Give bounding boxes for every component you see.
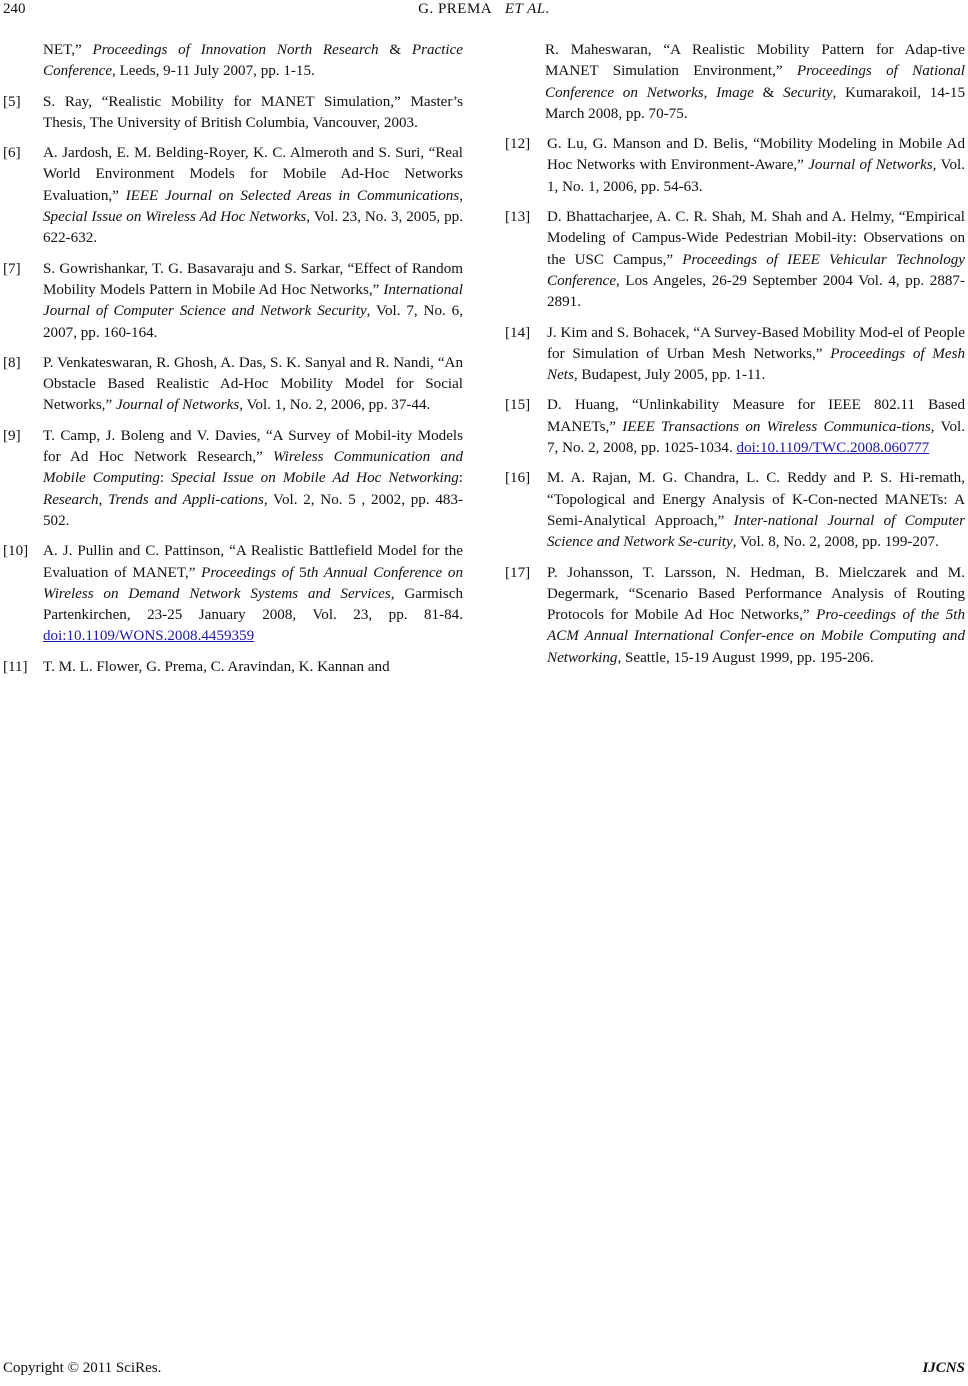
reference-item xyxy=(3,426,463,532)
reference-text: : xyxy=(458,470,463,487)
reference-italic-text: Proceedings of Mesh Nets xyxy=(547,345,965,384)
reference-body xyxy=(547,395,965,459)
running-head-author: G. PREMA xyxy=(418,1,493,17)
reference-item xyxy=(505,468,965,553)
reference-italic-text: Image xyxy=(716,84,754,101)
reference-body xyxy=(547,563,965,669)
reference-italic-text: Proceedings of Innovation North Research xyxy=(92,42,379,58)
reference-item xyxy=(505,323,965,387)
reference-item xyxy=(505,563,965,669)
reference-text: , Vol. 2, No. 5 , 2002, pp. 483-502. xyxy=(43,491,463,529)
reference-body xyxy=(547,207,965,313)
copyright-notice: Copyright © 2011 SciRes. xyxy=(3,1360,162,1376)
reference-item xyxy=(505,134,965,198)
reference-number: [10] xyxy=(3,543,29,560)
reference-text: P. Johansson, T. Larsson, N. Hedman, B. Mielczarek and M. Degermark, “Scenario Based Performance Analysis of Routing Protocols for Mobile Ad Hoc Networks,” xyxy=(547,564,965,624)
reference-body xyxy=(43,92,463,135)
reference-number: [8] xyxy=(3,354,21,371)
reference-italic-text: Pro-ceedings of the 5th ACM Annual International Confer-ence on Mobile Computing and Networking xyxy=(547,607,965,666)
reference-text: , xyxy=(98,491,109,508)
reference-number: [7] xyxy=(3,260,21,277)
reference-text: , Vol. 23, No. 3, 2005, pp. 622-632. xyxy=(43,209,463,247)
reference-item xyxy=(3,259,463,344)
reference-number: [17] xyxy=(505,564,531,581)
reference-number: [5] xyxy=(3,93,21,110)
reference-italic-text: IEEE Journal on Selected Areas in Communications xyxy=(125,187,460,204)
reference-body xyxy=(43,143,463,249)
reference-number: [15] xyxy=(505,397,531,414)
reference-text: & xyxy=(753,84,784,101)
reference-text: P. Venkateswaran, R. Ghosh, A. Das, S. K. Sanyal and R. Nandi, “An Obstacle Based Realistic Ad-Hoc Mobility Model for Social Networks,” xyxy=(43,354,463,414)
doi-link[interactable]: doi:10.1109/TWC.2008.060777 xyxy=(736,440,930,457)
reference-text: , Vol. 7, No. 2, 2008, pp. 1025-1034. xyxy=(547,418,965,457)
reference-italic-text: Special Issue on Wireless Ad Hoc Networks xyxy=(43,209,307,226)
reference-text: T. M. L. Flower, G. Prema, C. Aravindan, K. Kannan and xyxy=(43,658,390,675)
reference-text: D. Huang, “Unlinkability Measure for IEEE 802.11 Based MANETs,” xyxy=(547,397,965,435)
reference-item xyxy=(3,657,463,678)
reference-italic-text: Special Issue on Mobile Ad Hoc Networking xyxy=(171,470,459,487)
reference-text: : xyxy=(159,470,172,487)
reference-italic-text: Proceedings of IEEE Vehicular Technology Conference xyxy=(547,251,965,289)
reference-text: , Budapest, July 2005, pp. 1-11. xyxy=(573,367,766,384)
reference-body xyxy=(43,353,463,417)
reference-text: R. Maheswaran, “A Realistic Mobility Pattern for Adap-tive MANET Simulation Environment,” xyxy=(545,42,965,80)
reference-body xyxy=(43,541,463,647)
reference-italic-text: Inter-national Journal of Computer Science and Network Se-curity xyxy=(547,512,965,551)
reference-text: J. Kim and S. Bohacek, “A Survey-Based Mobility Mod-el of People for Simulation of Urban Mesh Networks,” xyxy=(547,324,965,362)
reference-list xyxy=(505,134,965,669)
doi-link[interactable]: doi:10.1109/WONS.2008.4459359 xyxy=(43,628,255,645)
reference-text: , Kumarakoil, 14-15 March 2008, pp. 70-75. xyxy=(545,84,965,122)
reference-italic-text: Journal of Networks xyxy=(808,157,933,174)
reference-number: [14] xyxy=(505,324,531,341)
reference-text: , xyxy=(459,187,463,204)
page-footer xyxy=(3,1360,965,1380)
reference-text: , Vol. 1, No. 2, 2006, pp. 37-44. xyxy=(239,397,431,414)
journal-name: IJCNS xyxy=(922,1360,965,1376)
running-head xyxy=(0,1,968,18)
reference-text: , Vol. 7, No. 6, 2007, pp. 160-164. xyxy=(43,303,463,341)
reference-text: A. J. Pullin and C. Pattinson, “A Realistic Battlefield Model for the Evaluation of MANET,” xyxy=(43,543,463,581)
reference-text: S. Gowrishankar, T. G. Basavaraju and S. Sarkar, “Effect of Random Mobility Models Pattern in Mobile Ad Hoc Networks,” xyxy=(43,260,463,298)
reference-number: [6] xyxy=(3,145,21,162)
reference-text: G. Lu, G. Manson and D. Belis, “Mobility Modeling in Mobile Ad Hoc Networks with Environment-Aware,” xyxy=(547,136,965,174)
reference-item xyxy=(3,92,463,135)
reference-text: NET,” xyxy=(43,42,93,58)
reference-text: A. Jardosh, E. M. Belding-Royer, K. C. Almeroth and S. Suri, “Real World Environment Models for Mobile Ad-Hoc Networks Evaluation,” xyxy=(43,145,463,204)
reference-continuation xyxy=(505,40,965,125)
reference-item xyxy=(3,353,463,417)
reference-italic-text: Wireless Communication and Mobile Computing xyxy=(43,449,463,487)
reference-text: D. Bhattacharjee, A. C. R. Shah, M. Shah and A. Helmy, “Empirical Modeling of Campus-Wide Pedestrian Mobil-ity: Observations on the USC Campus,” xyxy=(547,209,965,268)
reference-number: [9] xyxy=(3,427,21,444)
reference-continuation xyxy=(3,40,463,83)
reference-number: [16] xyxy=(505,470,531,487)
reference-italic-text: Proceedings of National Conference on Networks xyxy=(545,63,965,101)
running-head-et-al: ET AL. xyxy=(504,1,550,17)
reference-text: , Leeds, 9-11 July 2007, pp. 1-15. xyxy=(112,63,315,80)
reference-body xyxy=(43,259,463,344)
reference-item xyxy=(3,541,463,647)
reference-italic-text: IEEE Transactions on Wireless Communica-tions xyxy=(622,418,931,435)
reference-text: , Garmisch Partenkirchen, 23-25 January 2008, Vol. 23, pp. 81-84. xyxy=(43,585,463,624)
left-column xyxy=(3,40,463,687)
reference-body xyxy=(547,323,965,387)
reference-item xyxy=(505,207,965,313)
reference-body xyxy=(43,657,463,678)
reference-number: [11] xyxy=(3,658,28,675)
reference-list xyxy=(3,92,463,678)
reference-number: [13] xyxy=(505,209,531,226)
page-header xyxy=(0,0,968,26)
reference-text: , Vol. 8, No. 2, 2008, pp. 199-207. xyxy=(732,534,939,551)
reference-text: & xyxy=(378,42,412,58)
reference-italic-text: Journal of Networks xyxy=(115,397,240,414)
reference-text: , Seattle, 15-19 August 1999, pp. 195-206. xyxy=(617,649,874,666)
reference-italic-text: th Annual Conference on Wireless on Demand Network Systems and Services xyxy=(43,564,464,602)
reference-text: M. A. Rajan, M. G. Chandra, L. C. Reddy and P. S. Hi-remath, “Topological and Energy Analysis of K-Con-nected MANETs: A Semi-Analytical Approach,” xyxy=(547,470,965,529)
reference-italic-text: Research xyxy=(43,491,99,508)
reference-body xyxy=(43,426,463,532)
right-column xyxy=(505,40,965,678)
reference-text: , xyxy=(703,84,717,101)
reference-number: [12] xyxy=(505,136,531,153)
reference-italic-text: Proceedings of xyxy=(201,564,294,581)
reference-text: , Los Angeles, 26-29 September 2004 Vol. 4, pp. 2887-2891. xyxy=(547,272,965,311)
reference-item xyxy=(505,395,965,459)
page-number: 240 xyxy=(3,1,26,17)
reference-body xyxy=(547,134,965,198)
reference-text: T. Camp, J. Boleng and V. Davies, “A Survey of Mobil-ity Models for Ad Hoc Network Research,” xyxy=(43,427,463,466)
reference-text: S. Ray, “Realistic Mobility for MANET Simulation,” Master’s Thesis, The University of British Columbia, Vancouver, 2003. xyxy=(43,93,463,131)
reference-text: 5 xyxy=(293,564,307,581)
reference-italic-text: Trends and Appli-cations xyxy=(108,491,264,508)
reference-text: , Vol. 1, No. 1, 2006, pp. 54-63. xyxy=(547,157,965,195)
reference-body xyxy=(547,468,965,553)
reference-italic-text: International Journal of Computer Science and Network Security xyxy=(43,281,463,320)
reference-italic-text: Security xyxy=(783,84,833,101)
reference-item xyxy=(3,143,463,249)
reference-italic-text: Practice Conference xyxy=(43,42,463,80)
